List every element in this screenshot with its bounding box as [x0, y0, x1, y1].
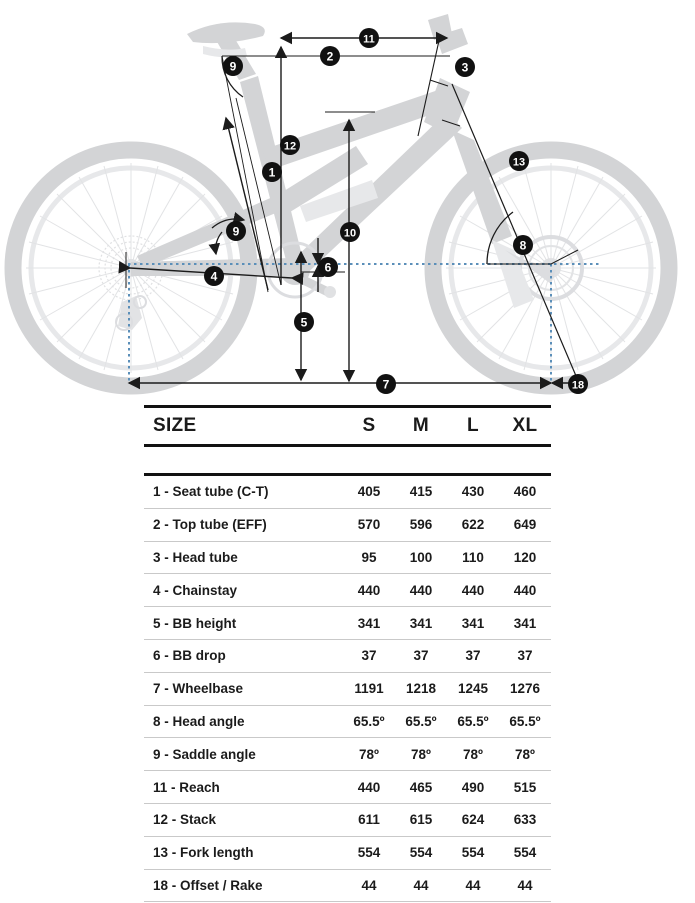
row-value: 415: [395, 476, 447, 508]
callout-badge-11: [359, 28, 379, 48]
row-value: 44: [395, 869, 447, 902]
header-size: SIZE: [144, 407, 343, 446]
callout-badge-2: [320, 46, 340, 66]
row-value: 440: [343, 771, 395, 804]
bike-silhouette: [13, 14, 669, 386]
row-value: 633: [499, 803, 551, 836]
callout-badge-9-lower: [226, 221, 246, 241]
callout-badge-13: [509, 151, 529, 171]
callout-badge-18: [568, 374, 588, 394]
row-value: 44: [447, 869, 499, 902]
row-value: 1276: [499, 672, 551, 705]
callout-label: 11: [363, 33, 375, 46]
row-value: 554: [395, 836, 447, 869]
row-value: 78º: [343, 738, 395, 771]
row-value: 37: [447, 639, 499, 672]
table-row: [144, 639, 551, 672]
table-row: [144, 771, 551, 804]
row-label: 5 - BB height: [144, 607, 343, 640]
row-value: 1245: [447, 672, 499, 705]
row-value: 341: [395, 607, 447, 640]
callout-label: 7: [382, 377, 390, 392]
geometry-table: [144, 405, 551, 902]
callout-badge-10: [340, 222, 360, 242]
row-value: 110: [447, 541, 499, 574]
callout-label: 10: [343, 227, 357, 240]
row-value: 624: [447, 803, 499, 836]
row-value: 440: [395, 574, 447, 607]
table-body: [144, 446, 551, 902]
table-row: [144, 508, 551, 541]
row-value: 120: [499, 541, 551, 574]
row-value: 596: [395, 508, 447, 541]
row-label: 7 - Wheelbase: [144, 672, 343, 705]
row-value: 44: [499, 869, 551, 902]
callout-badge-12: [280, 135, 300, 155]
row-label: 13 - Fork length: [144, 836, 343, 869]
row-value: 440: [499, 574, 551, 607]
callout-badge-6: [318, 257, 338, 277]
row-value: 341: [343, 607, 395, 640]
front-wheel: [433, 150, 669, 386]
callout-label: 13: [512, 156, 526, 169]
table-header-row: [144, 407, 551, 446]
row-value: 341: [447, 607, 499, 640]
geometry-table-container: [0, 405, 695, 903]
callout-label: 8: [519, 238, 527, 253]
row-value: 1218: [395, 672, 447, 705]
header-size-m: M: [395, 407, 447, 446]
callout-label: 12: [283, 140, 297, 153]
callout-badge-5: [294, 312, 314, 332]
row-value: 554: [447, 836, 499, 869]
row-label: 12 - Stack: [144, 803, 343, 836]
callout-badge-7: [376, 374, 396, 394]
row-value: 44: [343, 869, 395, 902]
row-value: 570: [343, 508, 395, 541]
table-row: [144, 869, 551, 902]
table-row: [144, 574, 551, 607]
header-size-s: S: [343, 407, 395, 446]
callout-label: 9: [232, 224, 240, 239]
callout-badge-4: [204, 266, 224, 286]
table-row: [144, 541, 551, 574]
callout-label: 6: [324, 260, 332, 275]
row-label: 4 - Chainstay: [144, 574, 343, 607]
callout-label: 9: [229, 59, 237, 74]
geometry-diagram: [0, 0, 695, 405]
row-value: 611: [343, 803, 395, 836]
row-label: 9 - Saddle angle: [144, 738, 343, 771]
table-row: [144, 476, 551, 508]
row-value: 341: [499, 607, 551, 640]
row-value: 465: [395, 771, 447, 804]
table-row: [144, 836, 551, 869]
row-value: 65.5º: [343, 705, 395, 738]
table-row: [144, 672, 551, 705]
callout-label: 2: [326, 49, 334, 64]
table-row: [144, 803, 551, 836]
header-size-l: L: [447, 407, 499, 446]
callout-badge-1: [262, 162, 282, 182]
row-label: 2 - Top tube (EFF): [144, 508, 343, 541]
row-value: 440: [447, 574, 499, 607]
row-value: 440: [343, 574, 395, 607]
row-value: 1191: [343, 672, 395, 705]
row-value: 490: [447, 771, 499, 804]
row-label: 6 - BB drop: [144, 639, 343, 672]
row-value: 554: [499, 836, 551, 869]
table-spacer-row: [144, 446, 551, 475]
row-value: 554: [343, 836, 395, 869]
row-value: 65.5º: [395, 705, 447, 738]
row-value: 615: [395, 803, 447, 836]
row-value: 622: [447, 508, 499, 541]
callout-label: 4: [210, 269, 218, 284]
row-label: 11 - Reach: [144, 771, 343, 804]
row-value: 405: [343, 476, 395, 508]
row-value: 430: [447, 476, 499, 508]
row-value: 37: [499, 639, 551, 672]
header-size-xl: XL: [499, 407, 551, 446]
row-value: 100: [395, 541, 447, 574]
row-value: 37: [395, 639, 447, 672]
table-row: [144, 607, 551, 640]
callout-label: 1: [268, 165, 276, 180]
row-label: 3 - Head tube: [144, 541, 343, 574]
callout-badge-9-upper: [223, 56, 243, 76]
row-label: 1 - Seat tube (C-T): [144, 476, 343, 508]
row-value: 515: [499, 771, 551, 804]
row-value: 37: [343, 639, 395, 672]
callout-badge-3: [455, 57, 475, 77]
row-value: 65.5º: [447, 705, 499, 738]
row-value: 78º: [395, 738, 447, 771]
row-label: 18 - Offset / Rake: [144, 869, 343, 902]
callout-label: 5: [300, 315, 308, 330]
row-value: 649: [499, 508, 551, 541]
row-value: 78º: [499, 738, 551, 771]
row-value: 460: [499, 476, 551, 508]
table-row: [144, 738, 551, 771]
row-value: 65.5º: [499, 705, 551, 738]
spacer-cell: [144, 446, 551, 475]
callout-label: 3: [461, 60, 469, 75]
row-label: 8 - Head angle: [144, 705, 343, 738]
row-value: 95: [343, 541, 395, 574]
callout-badge-8: [513, 235, 533, 255]
row-value: 78º: [447, 738, 499, 771]
table-row: [144, 705, 551, 738]
callout-label: 18: [571, 379, 585, 392]
